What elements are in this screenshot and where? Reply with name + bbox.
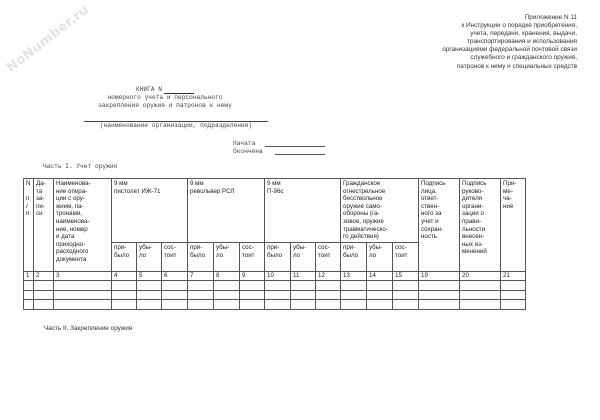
subheader-balance: сос- тоит: [240, 243, 265, 272]
table-cell[interactable]: [24, 300, 34, 310]
subheader-arrived: при- было: [112, 243, 137, 272]
table-cell[interactable]: [240, 281, 265, 291]
column-number: 5: [137, 272, 162, 281]
subheader-departed: убы- ло: [214, 243, 240, 272]
table-cell[interactable]: [393, 300, 419, 310]
header-group-civil: Гражданское огнестрельное бесствольное оружие само- обороны (га- зовое, оружие травматическо- го действия): [341, 179, 419, 243]
table-cell[interactable]: [188, 281, 214, 291]
table-cell[interactable]: [240, 300, 265, 310]
weapons-ledger-table: [23, 178, 526, 310]
table-cell[interactable]: [341, 290, 367, 300]
table-cell[interactable]: [265, 290, 291, 300]
table-cell[interactable]: [291, 281, 316, 291]
subheader-arrived: при- было: [341, 243, 367, 272]
subheader-departed: убы- ло: [291, 243, 316, 272]
part1-title: Часть I. Учет оружия: [43, 163, 118, 170]
table-cell[interactable]: [34, 281, 54, 291]
column-number: 19: [419, 272, 460, 281]
table-cell[interactable]: [460, 300, 501, 310]
subheader-arrived: при- было: [265, 243, 291, 272]
appendix-line: к Инструкции о порядке приобретения,: [461, 22, 577, 30]
table-cell[interactable]: [54, 290, 112, 300]
column-number: 15: [393, 272, 419, 281]
header-note: При- ме- ча- ние: [501, 179, 526, 272]
header-sign-responsible: Подпись лица, ответ- ствен- ного за учет и сохран- ность: [419, 179, 460, 272]
book-subtitle-2: закрепления оружия и патронов к нему: [98, 102, 232, 109]
column-number: 11: [291, 272, 316, 281]
table-cell[interactable]: [24, 290, 34, 300]
appendix-line: Приложение N 11: [524, 14, 577, 21]
table-cell[interactable]: [54, 281, 112, 291]
subheader-balance: сос- тоит: [162, 243, 188, 272]
table-cell[interactable]: [24, 281, 34, 291]
table-cell[interactable]: [367, 290, 393, 300]
table-cell[interactable]: [316, 281, 341, 291]
table-cell[interactable]: [214, 290, 240, 300]
appendix-line: патронов к нему и специальных средств: [456, 62, 577, 70]
table-cell[interactable]: [137, 290, 162, 300]
table-row: [24, 281, 526, 291]
table-cell[interactable]: [137, 281, 162, 291]
part2-title: Часть II. Закрепление оружия: [44, 325, 133, 332]
table-cell[interactable]: [367, 300, 393, 310]
started-label: Начата: [233, 140, 256, 147]
table-cell[interactable]: [316, 300, 341, 310]
table-cell[interactable]: [501, 290, 526, 300]
column-number: 1: [24, 272, 34, 281]
table-cell[interactable]: [501, 300, 526, 310]
header-date: Да- та за- пи- си: [34, 179, 54, 272]
table-cell[interactable]: [34, 300, 54, 310]
table-cell[interactable]: [188, 290, 214, 300]
table-cell[interactable]: [240, 290, 265, 300]
table-cell[interactable]: [341, 300, 367, 310]
column-number: 14: [367, 272, 393, 281]
appendix-line: служебного и гражданского оружия,: [470, 54, 577, 62]
table-cell[interactable]: [34, 290, 54, 300]
table-cell[interactable]: [393, 290, 419, 300]
table-cell[interactable]: [419, 290, 460, 300]
column-number: 2: [34, 272, 54, 281]
appendix-line: организациями федеральной почтовой связи: [442, 46, 577, 54]
started-blank: [265, 140, 325, 147]
book-title: КНИГА N: [136, 86, 162, 93]
column-number: 9: [240, 272, 265, 281]
column-number: 21: [501, 272, 526, 281]
table-cell[interactable]: [316, 290, 341, 300]
table-cell[interactable]: [291, 300, 316, 310]
column-number: 3: [54, 272, 112, 281]
subheader-arrived: при- было: [188, 243, 214, 272]
column-number: 20: [460, 272, 501, 281]
table-cell[interactable]: [162, 281, 188, 291]
table-cell[interactable]: [419, 300, 460, 310]
appendix-line: учета, передачи, хранения, выдачи,: [470, 30, 577, 38]
table-cell[interactable]: [460, 281, 501, 291]
header-operation: Наименова- ние опера- ции с ору- жием, па- тронами, наименова- ние, номер и дата приходно- расходного документа: [54, 179, 112, 272]
table-cell[interactable]: [419, 281, 460, 291]
table-cell[interactable]: [265, 300, 291, 310]
table-cell[interactable]: [501, 281, 526, 291]
appendix-note: [442, 14, 577, 71]
table-cell[interactable]: [137, 300, 162, 310]
table-cell[interactable]: [112, 300, 137, 310]
book-subtitle-1: номерного учета и персонального: [107, 94, 223, 101]
column-number: 4: [112, 272, 137, 281]
column-number: 8: [214, 272, 240, 281]
book-dates: [233, 140, 263, 156]
header-group-p96: 9 мм П-96с: [265, 179, 341, 243]
header-group-izh71: 9 мм пистолет ИЖ-71: [112, 179, 188, 243]
watermark: NoNumber.ru: [4, 2, 93, 76]
table-cell[interactable]: [291, 290, 316, 300]
table-cell[interactable]: [460, 290, 501, 300]
table-cell[interactable]: [341, 281, 367, 291]
table-cell[interactable]: [112, 290, 137, 300]
header-row: [24, 179, 526, 243]
table-cell[interactable]: [214, 281, 240, 291]
table-cell[interactable]: [162, 290, 188, 300]
table-cell[interactable]: [162, 300, 188, 310]
table-cell[interactable]: [54, 300, 112, 310]
book-number-blank: [164, 87, 194, 94]
header-sign-head: Подпись руково- дителя органи- зации о прави- льности внесен- ных из- менений: [460, 179, 501, 272]
column-number: 7: [188, 272, 214, 281]
subheader-departed: убы- ло: [367, 243, 393, 272]
column-number: 12: [316, 272, 341, 281]
header-num: N п / п: [24, 179, 34, 272]
finished-label: Окончена: [233, 148, 263, 155]
column-number: 6: [162, 272, 188, 281]
book-heading: [0, 86, 330, 110]
subheader-balance: сос- тоит: [316, 243, 341, 272]
org-caption: (наименование организации, подразделения): [99, 122, 253, 129]
subheader-balance: сос- тоит: [393, 243, 419, 272]
table-cell[interactable]: [112, 281, 137, 291]
column-number-row: [24, 272, 526, 281]
table-cell[interactable]: [214, 300, 240, 310]
column-number: 10: [265, 272, 291, 281]
appendix-line: транспортирования и использования: [467, 38, 577, 46]
table-cell[interactable]: [367, 281, 393, 291]
header-group-rsl: 9 мм револьвер РСЛ: [188, 179, 265, 243]
table-cell[interactable]: [188, 300, 214, 310]
table-cell[interactable]: [265, 281, 291, 291]
subheader-departed: убы- ло: [137, 243, 162, 272]
column-number: 13: [341, 272, 367, 281]
table-cell[interactable]: [393, 281, 419, 291]
table-row: [24, 290, 526, 300]
table-row: [24, 300, 526, 310]
finished-blank: [275, 148, 325, 155]
